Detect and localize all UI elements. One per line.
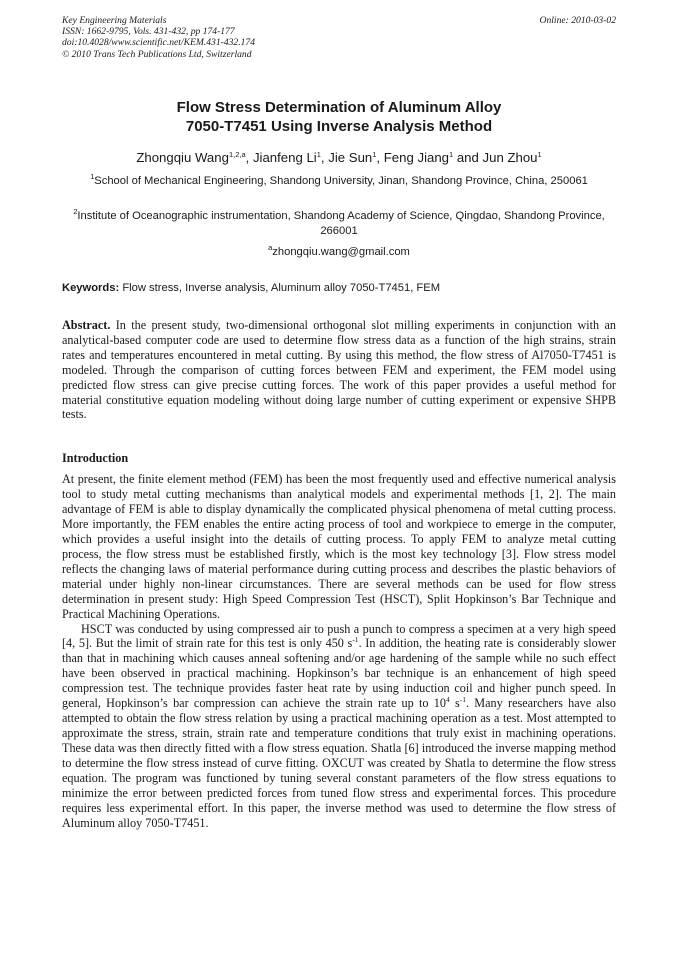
author-affil-sup: 1 — [537, 150, 542, 159]
author-name: Zhongqiu Wang — [136, 150, 229, 165]
email-sup: a — [268, 243, 273, 252]
paragraph-text: HSCT was conducted by using compressed air to push a punch to compress a specimen at a very high speed [4, 5]. But the limit of strain rate for this test is only 450 s — [62, 621, 616, 651]
affiliation-sup: 1 — [90, 172, 95, 181]
abstract-text: In the present study, two-dimensional orthogonal slot milling experiments in conjunction with an analytical-based computer code are used to determine flow stress data as a function of the high strains, strain rates and temperatures encountered in metal cutting. By using this method, the flow stress of Al7050-T7451 is modeled. Through the comparison of cutting forces between FEM and experiment, the FEM model using predicted flow stress can give precise cutting forces. The work of this paper provides a useful method for material constitutive equation modeling without doing large number of cutting experiment or expensive SHPB tests. — [62, 318, 616, 422]
affiliation-2 — [62, 209, 616, 239]
affiliation-sup: 2 — [73, 207, 78, 216]
author-separator: , — [376, 150, 384, 165]
introduction-heading: Introduction — [62, 451, 129, 465]
affiliation-text: School of Mechanical Engineering, Shandong University, Jinan, Shandong Province, China, 250061 — [94, 175, 588, 187]
keywords-label: Keywords: — [62, 282, 120, 294]
affiliation-text: Institute of Oceanographic instrumentation, Shandong Academy of Science, Qingdao, Shandong Province, 266001 — [77, 210, 605, 237]
keywords-line — [62, 281, 616, 296]
paragraph-text: . Many researchers have also attempted to obtain the flow stress relation by using a practical machining operation as a test. Most attempted to approximate the stress, strain, strain rate and temperature conditions that truly exist in machining operations. These data was then directly fitted with a flow stress equation. Shatla [6] introduced the inverse mapping method to determine the flow stress instead of curve fitting. OXCUT was created by Shatla to determine the flow stress equation. The program was functioned by tuning several constant parameters of the flow stress equations to minimize the error between predicted forces from tuned flow stress and experimental forces. This procedure requires less experimental effort. In this paper, the inverse method was used to determine the flow stress of Aluminum alloy 7050-T7451. — [62, 696, 617, 830]
paper-title — [62, 98, 616, 136]
author-affil-sup: 1 — [449, 150, 454, 159]
online-date: Online: 2010-03-02 — [539, 15, 616, 26]
paragraph-text: . In addition, the heating rate is considerably slower than that in machining which causes anneal softening and/or age hardening of the sample while no such effect have been observed in practical machining. Hopkinson’s bar technique is an enhancement of high speed compression test. The technique provides faster heat rate by using induction coil and higher punch speed. In general, Hopkinson’s bar compression can achieve the strain rate up to 10 — [62, 636, 616, 711]
introduction-body — [62, 472, 616, 831]
journal-header — [62, 15, 616, 60]
author-affil-sup: 1,2,a — [228, 150, 246, 159]
intro-paragraph-1: At present, the finite element method (FEM) has been the most frequently used and effective numerical analysis tool to study metal cutting mechanisms than analytical models and experimental methods [1, 2]. The main advantage of FEM is able to display dynamically the complicated physical phenomena of metal cutting process. More importantly, the FEM enables the entire acting process of tool and workpiece to emerge in the computer, which provides a useful insight into the details of cutting process. To apply FEM to analyze metal cutting process, the flow stress must be established firstly, which is the most key technology [3]. Flow stress model reflects the changing laws of material performance during cutting process and describes the plastic behaviors of material under highly non-linear circumstances. There are several methods can be used for flow stress determination in present study: High Speed Compression Test (HSCT), Split Hopkinson’s Bar Technique and Practical Machining Operations. — [62, 472, 616, 621]
keywords-text: Flow stress, Inverse analysis, Aluminum alloy 7050-T7451, FEM — [122, 282, 441, 294]
exponent: -1 — [459, 695, 466, 705]
affiliation-1 — [62, 174, 616, 189]
exponent: 4 — [445, 695, 450, 705]
author-name: Jianfeng Li — [252, 150, 317, 165]
author-name: Feng Jiang — [383, 150, 449, 165]
abstract-label: Abstract. — [62, 318, 111, 332]
author-separator: and — [453, 150, 483, 165]
author-email — [62, 245, 616, 260]
title-line-1: Flow Stress Determination of Aluminum Alloy — [176, 99, 502, 116]
paragraph-text: s — [449, 696, 460, 711]
exponent: -1 — [352, 635, 359, 645]
author-name: Jie Sun — [328, 150, 373, 165]
issn-line: ISSN: 1662-9795, Vols. 431-432, pp 174-177 — [62, 26, 235, 38]
copyright-line: © 2010 Trans Tech Publications Ltd, Switzerland — [62, 48, 252, 60]
author-list — [62, 149, 616, 166]
title-line-2: 7050-T7451 Using Inverse Analysis Method — [185, 118, 493, 135]
author-affil-sup: 1 — [316, 150, 321, 159]
doi-line: doi:10.4028/www.scientific.net/KEM.431-432.174 — [62, 37, 256, 49]
journal-name: Key Engineering Materials — [62, 15, 167, 26]
author-separator: , — [245, 150, 253, 165]
email-address: zhongqiu.wang@gmail.com — [272, 246, 410, 258]
intro-paragraph-2 — [62, 622, 616, 831]
abstract-paragraph — [62, 318, 616, 422]
author-name: Jun Zhou — [482, 150, 538, 165]
author-separator: , — [320, 150, 329, 165]
author-affil-sup: 1 — [372, 150, 377, 159]
